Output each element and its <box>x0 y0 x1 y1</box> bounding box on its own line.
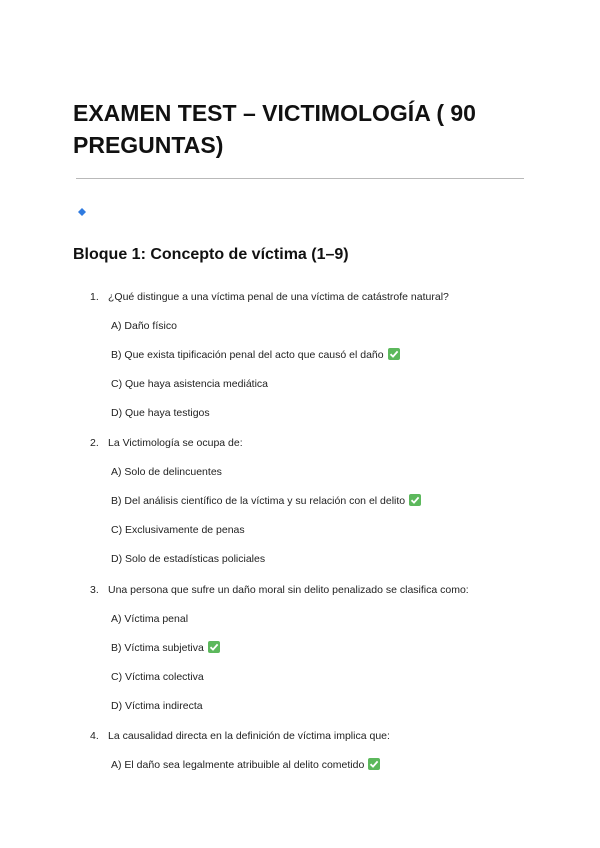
option-text: B) Víctima subjetiva <box>111 642 204 654</box>
document-title: EXAMEN TEST – VICTIMOLOGÍA ( 90 PREGUNTAS) <box>73 100 476 158</box>
option-1a <box>111 319 177 333</box>
option-4a <box>111 758 380 772</box>
option-2b <box>111 494 421 508</box>
option-text: D) Víctima indirecta <box>111 700 203 712</box>
question-number: 2. <box>90 437 99 449</box>
option-1d <box>111 406 210 420</box>
question-text: Una persona que sufre un daño moral sin delito penalizado se clasifica como: <box>108 584 469 596</box>
option-text: A) El daño sea legalmente atribuible al delito cometido <box>111 759 365 771</box>
option-text: A) Víctima penal <box>111 613 189 625</box>
option-text: D) Que haya testigos <box>111 407 210 419</box>
option-1b <box>111 348 400 362</box>
check-mark-icon <box>208 641 220 653</box>
option-2c <box>111 523 245 537</box>
block-heading: Bloque 1: Concepto de víctima (1–9) <box>73 246 349 263</box>
question-4 <box>90 729 390 743</box>
check-mark-icon <box>409 494 421 506</box>
question-text: La causalidad directa en la definición de víctima implica que: <box>108 730 390 742</box>
option-text: C) Que haya asistencia mediática <box>111 378 268 390</box>
option-text: C) Víctima colectiva <box>111 671 204 683</box>
option-3d <box>111 699 203 713</box>
option-text: A) Solo de delincuentes <box>111 466 222 478</box>
check-mark-icon <box>368 758 380 770</box>
question-2 <box>90 436 243 450</box>
option-1c <box>111 377 268 391</box>
option-text: C) Exclusivamente de penas <box>111 524 245 536</box>
question-3 <box>90 583 469 597</box>
option-3c <box>111 670 204 684</box>
option-3a <box>111 612 188 626</box>
option-text: B) Que exista tipificación penal del acto que causó el daño <box>111 349 384 361</box>
question-number: 1. <box>90 291 99 303</box>
horizontal-divider <box>76 178 524 179</box>
question-number: 3. <box>90 584 99 596</box>
option-text: B) Del análisis científico de la víctima y su relación con el delito <box>111 495 406 507</box>
check-mark-icon <box>388 348 400 360</box>
question-1 <box>90 290 449 304</box>
option-text: D) Solo de estadísticas policiales <box>111 553 266 565</box>
option-2a <box>111 465 222 479</box>
question-text: ¿Qué distingue a una víctima penal de una víctima de catástrofe natural? <box>108 291 449 303</box>
diamond-icon <box>78 208 86 216</box>
question-text: La Victimología se ocupa de: <box>108 437 243 449</box>
question-number: 4. <box>90 730 99 742</box>
option-text: A) Daño físico <box>111 320 177 332</box>
option-2d <box>111 552 265 566</box>
option-3b <box>111 641 220 655</box>
